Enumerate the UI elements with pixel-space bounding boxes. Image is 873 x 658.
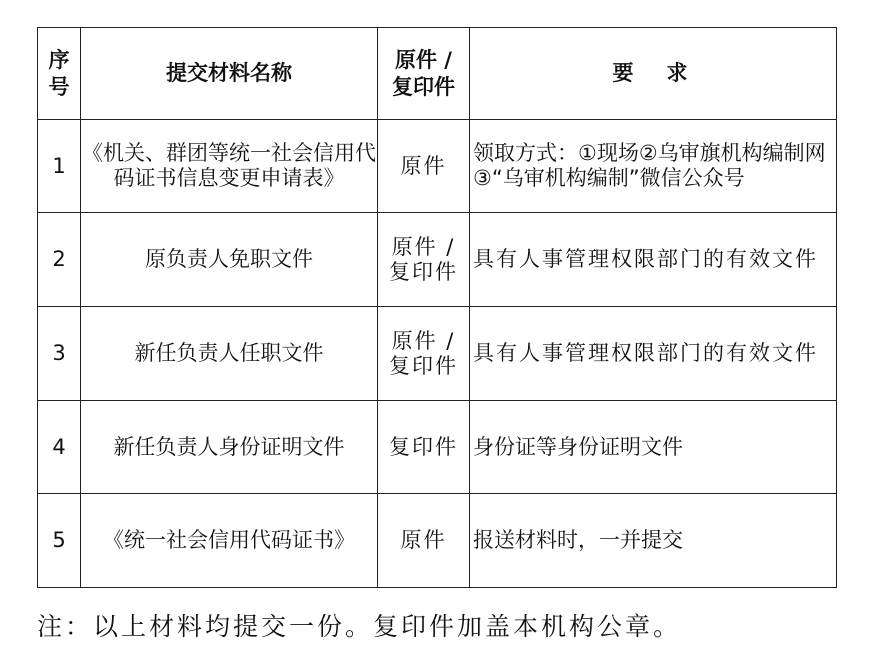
materials-table — [37, 27, 837, 588]
header-requirement: 要 求 — [470, 28, 837, 120]
row-index: 3 — [38, 307, 81, 401]
row-name: 《机关、群团等统一社会信用代码证书信息变更申请表》 — [81, 120, 378, 213]
row-requirement: 具有人事管理权限部门的有效文件 — [470, 213, 837, 307]
row-name: 《统一社会信用代码证书》 — [81, 494, 378, 588]
row-type: 原件 — [378, 120, 470, 213]
row-name: 新任负责人任职文件 — [81, 307, 378, 401]
row-type: 原件 / 复印件 — [378, 213, 470, 307]
row-requirement: 具有人事管理权限部门的有效文件 — [470, 307, 837, 401]
row-index: 4 — [38, 401, 81, 494]
table-row — [38, 494, 837, 588]
table-row — [38, 120, 837, 213]
header-name: 提交材料名称 — [81, 28, 378, 120]
header-type: 原件 / 复印件 — [378, 28, 470, 120]
row-type: 原件 — [378, 494, 470, 588]
row-requirement: 身份证等身份证明文件 — [470, 401, 837, 494]
table-row — [38, 307, 837, 401]
header-index: 序号 — [38, 28, 81, 120]
row-name: 新任负责人身份证明文件 — [81, 401, 378, 494]
row-type: 原件 / 复印件 — [378, 307, 470, 401]
row-index: 1 — [38, 120, 81, 213]
table-header-row — [38, 28, 837, 120]
row-requirement: 报送材料时，一并提交 — [470, 494, 837, 588]
table-row — [38, 213, 837, 307]
row-type: 复印件 — [378, 401, 470, 494]
row-name: 原负责人免职文件 — [81, 213, 378, 307]
row-index: 5 — [38, 494, 81, 588]
row-index: 2 — [38, 213, 81, 307]
row-requirement: 领取方式：①现场②乌审旗机构编制网③“乌审机构编制”微信公众号 — [470, 120, 837, 213]
footnote: 注：以上材料均提交一份。复印件加盖本机构公章。 — [37, 612, 682, 641]
table-row — [38, 401, 837, 494]
